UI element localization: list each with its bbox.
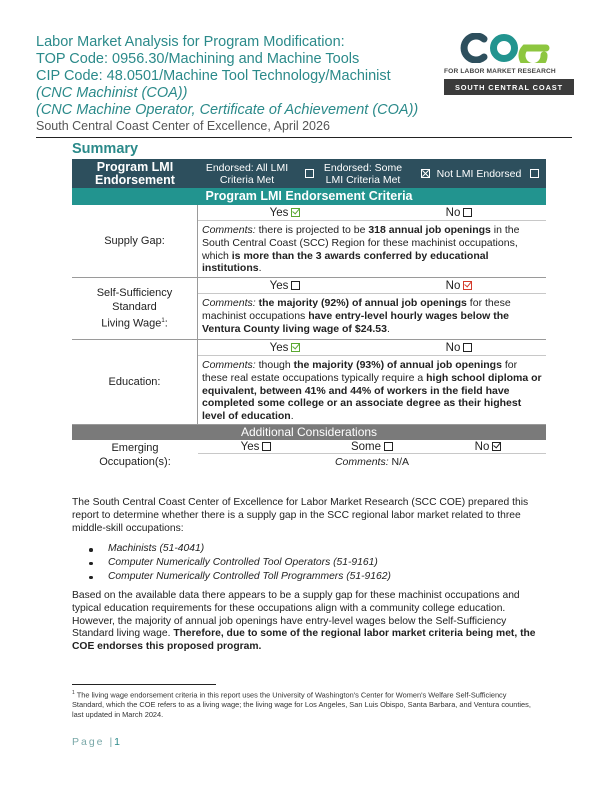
summary-heading: Summary — [72, 141, 139, 157]
criterion-comment: Comments: though the majority (93%) of annual job openings for these real estate occupations typically require a high school diploma or equivalent, between 41% and 44% of workers in the field have completed some college or an associate degree as their highest level of education. — [202, 359, 542, 423]
unchecked-box-icon — [384, 442, 393, 451]
criterion-name: Self-Sufficiency Standard Living Wage$^1$: — [72, 278, 198, 339]
unchecked-box-icon — [530, 169, 539, 178]
unchecked-box-icon — [463, 208, 472, 217]
header-divider — [36, 137, 572, 138]
unchecked-box-icon — [291, 281, 300, 290]
checked-x-box-icon — [421, 169, 430, 178]
coe-wordmark-icon — [444, 33, 574, 63]
emerging-occupations-row — [72, 440, 546, 470]
unchecked-box-icon — [262, 442, 271, 451]
criterion-education — [72, 340, 546, 425]
cip-code: CIP Code: 48.0501/Machine Tool Technology/Machinist — [36, 68, 391, 84]
emerging-comment: Comments: N/A — [334, 456, 410, 468]
criterion-name: Emerging Occupation(s): — [99, 442, 171, 468]
logo-e-shape — [522, 48, 546, 63]
criterion-comment: Comments: there is projected to be 318 annual job openings in the South Central Coast (SCC) Region for these machinist occupations, which is more than the 3 awards conferred by educational institutions. — [202, 224, 520, 275]
criteria-header: Program LMI Endorsement Criteria — [72, 188, 546, 205]
yes-no-row: Yes No — [198, 205, 546, 221]
additional-considerations-header: Additional Considerations — [72, 425, 546, 440]
footnote-divider — [72, 684, 216, 685]
unchecked-box-icon — [463, 343, 472, 352]
program-name-1: (CNC Machinist (COA)) — [36, 85, 188, 101]
report-title: Labor Market Analysis for Program Modification: — [36, 34, 345, 50]
green-check-box-icon — [291, 343, 300, 352]
red-check-box-icon — [463, 281, 472, 290]
logo-region: SOUTH CENTRAL COAST — [444, 79, 574, 95]
top-code: TOP Code: 0956.30/Machining and Machine Tools — [36, 51, 360, 67]
yes-some-no-row: Yes Some No — [198, 440, 546, 454]
criterion-comment: Comments: the majority (92%) of annual job openings for these machinist occupations have entry-level hourly wages below the Ventura County living wage of $24.53. — [202, 297, 511, 335]
logo-o-shape — [494, 38, 515, 59]
list-item: Machinists (51-4041) — [72, 543, 542, 556]
list-item: Computer Numerically Controlled Tool Operators (51-9161) — [72, 557, 542, 570]
program-name-2: (CNC Machine Operator, Certificate of Achievement (COA)) — [36, 102, 419, 118]
endorsement-option-all: Endorsed: All LMI Criteria Met — [198, 159, 314, 188]
criterion-living-wage — [72, 278, 546, 340]
endorsement-row — [72, 159, 546, 188]
endorsement-label: Program LMI Endorsement — [95, 160, 175, 187]
endorsement-option-some: Endorsed: Some LMI Criteria Met — [314, 159, 430, 188]
yes-no-row: Yes No — [198, 278, 546, 294]
list-item: Computer Numerically Controlled Toll Programmers (51-9162) — [72, 571, 542, 584]
criterion-supply-gap — [72, 205, 546, 278]
report-header — [36, 34, 456, 134]
logo-c-shape — [464, 36, 484, 60]
criterion-name: Education: — [72, 340, 198, 424]
dark-check-box-icon — [492, 442, 501, 451]
summary-table — [72, 159, 546, 470]
yes-no-row: Yes No — [198, 340, 546, 356]
logo-tagline: FOR LABOR MARKET RESEARCH — [444, 68, 556, 75]
footnote: $^1$ The living wage endorsement criteria in this report uses the University of Washington's Center for Women's Welfare Self-Sufficiency Standard, which the COE refers to as a living wage; the living wage for Los Angeles, San Luis Obispo, Santa Barbara, and Ventura counties, last updated in March 2024. — [72, 690, 531, 720]
page-number: Page |1 — [72, 736, 121, 748]
unchecked-box-icon — [305, 169, 314, 178]
intro-paragraph: The South Central Coast Center of Excellence for Labor Market Research (SCC COE) prepared this report to determine whether there is a supply gap in the SCC regional labor market related to three middle-skill occupations: — [72, 497, 529, 534]
occupation-list — [72, 543, 542, 584]
endorsement-option-not: Not LMI Endorsed — [430, 159, 546, 188]
conclusion-paragraph: Based on the available data there appears to be a supply gap for these machinist occupations and typical education requirements for these occupations align with a community college education. However, the majority of annual job openings have entry-level wages below the Self-Sufficiency Standard living wage. Therefore, due to some of the regional labor market criteria being met, the COE endorses this proposed program. — [72, 590, 536, 653]
coe-logo — [444, 33, 574, 95]
green-check-box-icon — [291, 208, 300, 217]
report-source-date: South Central Coast Center of Excellence, April 2026 — [36, 119, 330, 133]
criterion-name: Supply Gap: — [72, 205, 198, 277]
